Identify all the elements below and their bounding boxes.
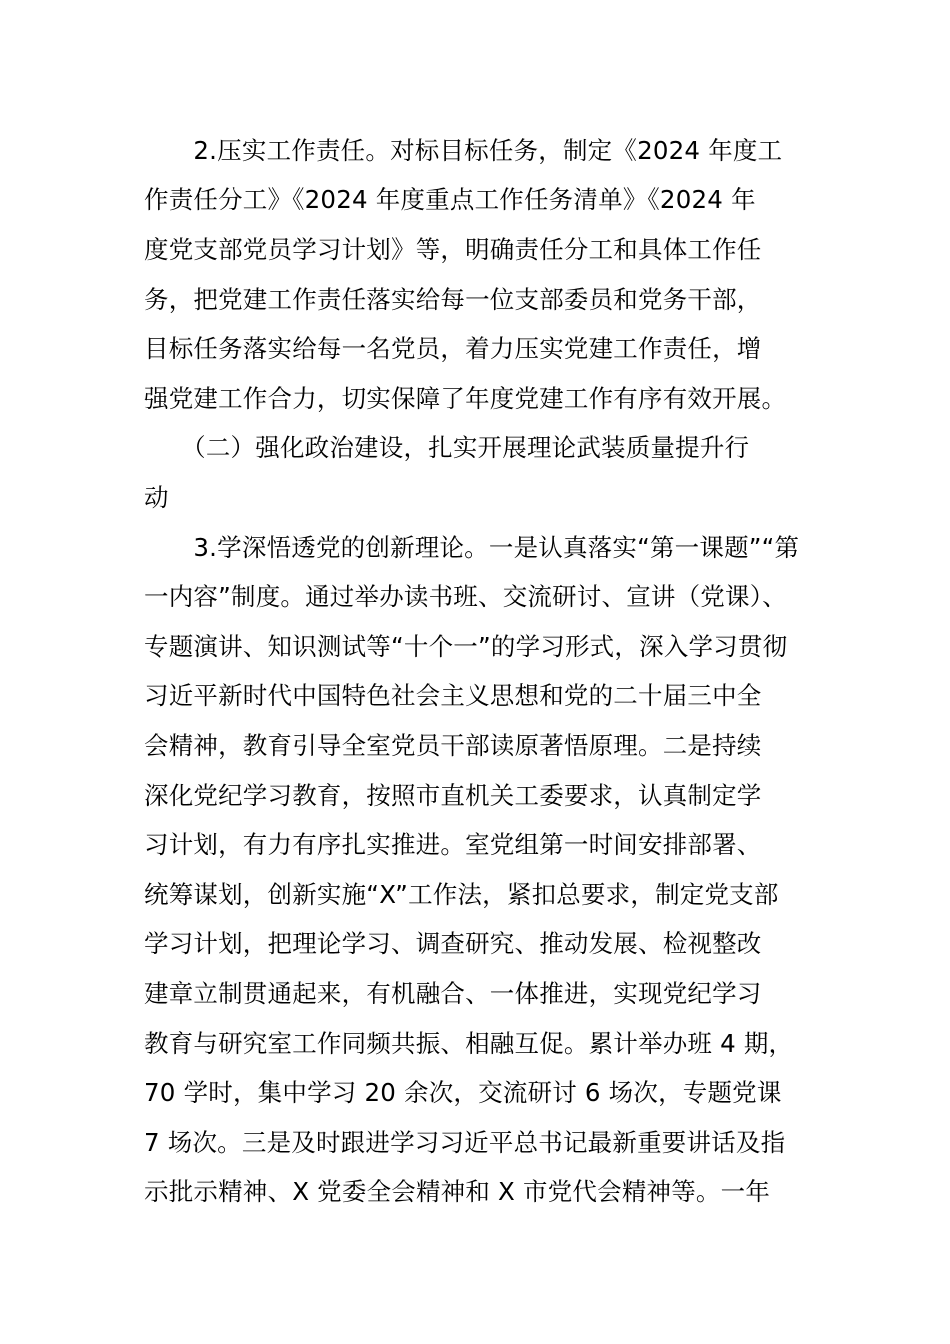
paragraph-line: 7 场次。三是及时跟进学习习近平总书记最新重要讲话及指: [144, 1128, 786, 1157]
paragraph-line: 70 学时，集中学习 20 余次，交流研讨 6 场次，专题党课: [144, 1078, 782, 1107]
paragraph-line: 建章立制贯通起来，有机融合、一体推进，实现党纪学习: [144, 979, 762, 1008]
paragraph-line: 会精神，教育引导全室党员干部读原著悟原理。二是持续: [144, 731, 762, 760]
paragraph-line: 教育与研究室工作同频共振、相融互促。累计举办班 4 期，: [144, 1029, 794, 1058]
paragraph-line: 一内容”制度。通过举办读书班、交流研讨、宣讲（党课）、: [144, 582, 787, 611]
paragraph-line: 目标任务落实给每一名党员，着力压实党建工作责任，增: [144, 334, 762, 363]
paragraph-line: 务，把党建工作责任落实给每一位支部委员和党务干部，: [144, 285, 762, 314]
paragraph-line: 统筹谋划，创新实施“X”工作法，紧扣总要求，制定党支部: [144, 880, 779, 909]
paragraph-line: 作责任分工》《2024 年度重点工作任务清单》《2024 年: [144, 185, 756, 214]
paragraph-line: 2.压实工作责任。对标目标任务，制定《2024 年度工: [144, 136, 783, 165]
paragraph-line: 强党建工作合力，切实保障了年度党建工作有序有效开展。: [144, 384, 787, 413]
paragraph-line: 深化党纪学习教育，按照市直机关工委要求，认真制定学: [144, 781, 762, 810]
paragraph-line: 3.学深悟透党的创新理论。一是认真落实“第一课题”“第: [144, 533, 800, 562]
paragraph-line: 习近平新时代中国特色社会主义思想和党的二十届三中全: [144, 681, 762, 710]
paragraph-line: 习计划，有力有序扎实推进。室党组第一时间安排部署、: [144, 830, 762, 859]
section-heading-continued: 动: [144, 483, 169, 512]
paragraph-line: 专题演讲、知识测试等“十个一”的学习形式，深入学习贯彻: [144, 632, 788, 661]
section-heading: （二）强化政治建设，扎实开展理论武装质量提升行: [144, 433, 750, 462]
paragraph-line: 示批示精神、X 党委全会精神和 X 市党代会精神等。一年: [144, 1177, 771, 1206]
paragraph-line: 学习计划，把理论学习、调查研究、推动发展、检视整改: [144, 929, 762, 958]
paragraph-line: 度党支部党员学习计划》等，明确责任分工和具体工作任: [144, 235, 762, 264]
